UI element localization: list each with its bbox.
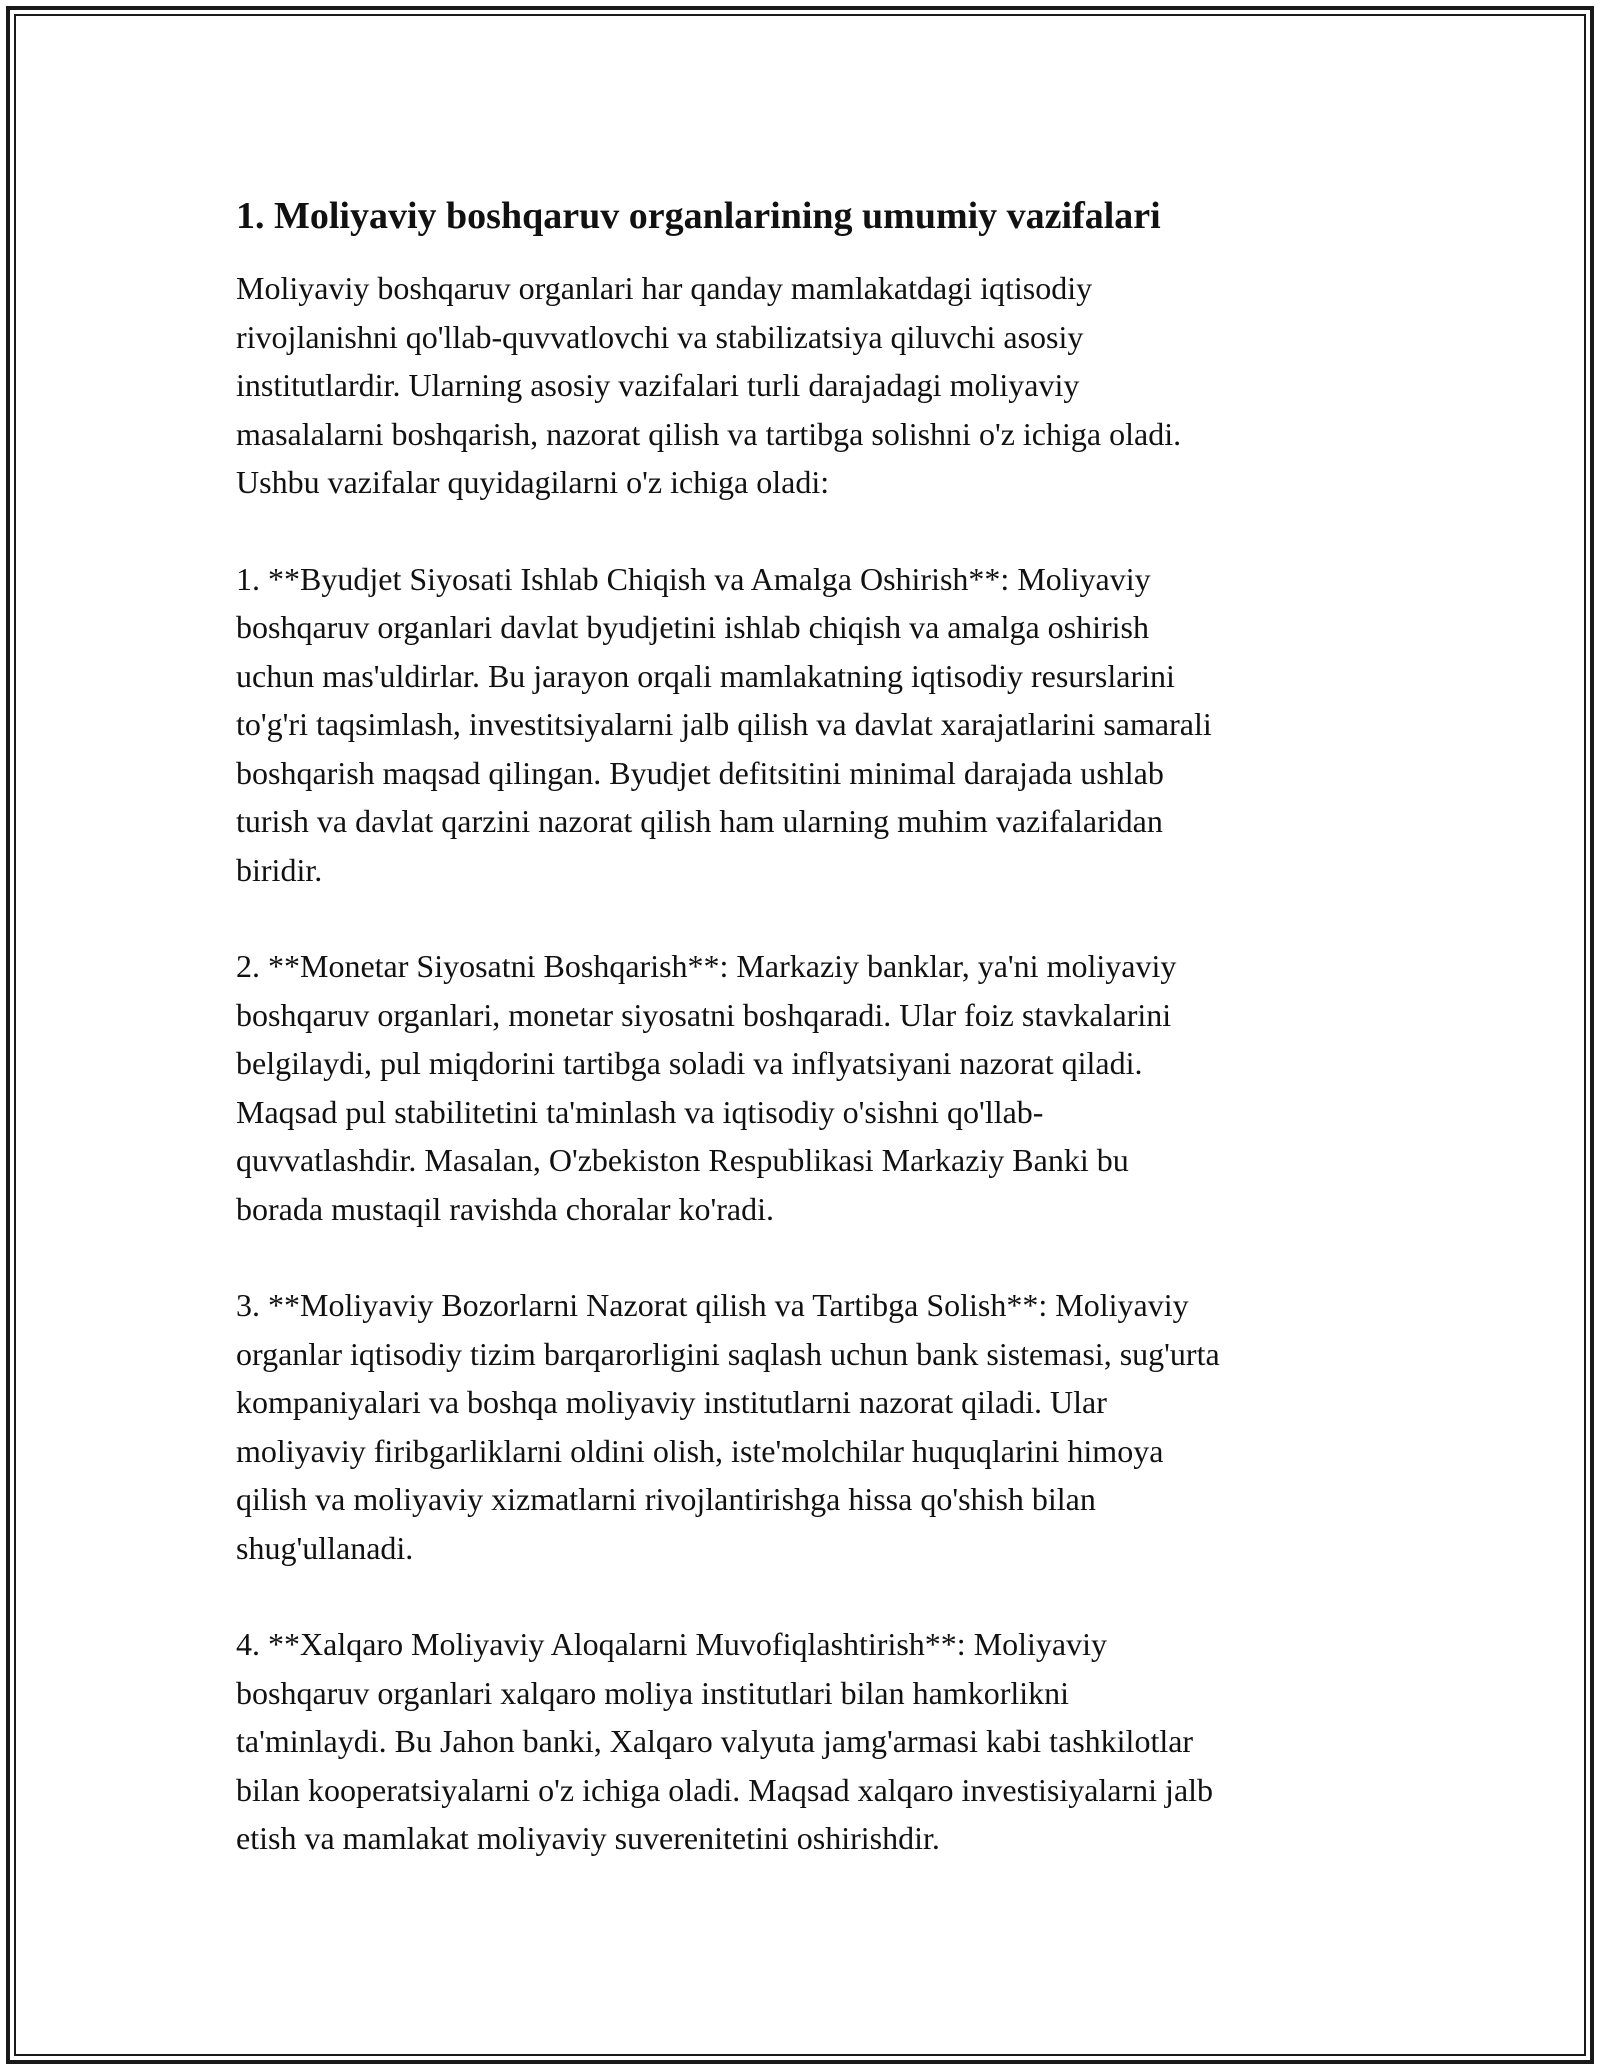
intro-paragraph: Moliyaviy boshqaruv organlari har qanday mamlakatdagi iqtisodiy rivojlanishni qo'llab-quvvatlovchi va stabilizatsiya qiluvchi asosiy institutlardir. Ularning asosiy vazifalari turli darajadagi moliyaviy masalalarni boshqarish, nazorat qilish va tartibga solishni o'z ichiga oladi. Ushbu vazifalar quyidagilarni o'z ichiga oladi: — [236, 270, 1182, 500]
list-item-financial-markets: 3. **Moliyaviy Bozorlarni Nazorat qilish va Tartibga Solish**: Moliyaviy organlar iqtisodiy tizim barqarorligini saqlash uchun bank sistemasi, sug'urta kompaniyalari va boshqa moliyaviy institutlarni nazorat qiladi. Ular moliyaviy firibgarliklarni oldini olish, iste'molchilar huquqlarini himoya qilish va moliyaviy xizmatlarni rivojlantirishga hissa qo'shish bilan shug'ullanadi. — [236, 1287, 1220, 1566]
list-item-budget-policy: 1. **Byudjet Siyosati Ishlab Chiqish va Amalga Oshirish**: Moliyaviy boshqaruv organlari davlat byudjetini ishlab chiqish va amalga oshirish uchun mas'uldirlar. Bu jarayon orqali mamlakatning iqtisodiy resurslarini to'g'ri taqsimlash, investitsiyalarni jalb qilish va davlat xarajatlarini samarali boshqarish maqsad qilingan. Byudjet defitsitini minimal darajada ushlab turish va davlat qarzini nazorat qilish ham ularning muhim vazifalaridan biridir. — [236, 560, 1212, 888]
document-body — [236, 188, 1366, 1911]
list-item-international-relations: 4. **Xalqaro Moliyaviy Aloqalarni Muvofiqlashtirish**: Moliyaviy boshqaruv organlari xalqaro moliya institutlari bilan hamkorlikni ta'minlaydi. Bu Jahon banki, Xalqaro valyuta jamg'armasi kabi tashkilotlar bilan kooperatsiyalarni o'z ichiga oladi. Maqsad xalqaro investisiyalarni jalb etish va mamlakat moliyaviy suverenitetini oshirishdir. — [236, 1626, 1214, 1856]
list-item-monetary-policy: 2. **Monetar Siyosatni Boshqarish**: Markaziy banklar, ya'ni moliyaviy boshqaruv organlari, monetar siyosatni boshqaradi. Ular foiz stavkalarini belgilaydi, pul miqdorini tartibga soladi va inflyatsiyani nazorat qiladi. Maqsad pul stabilitetini ta'minlash va iqtisodiy o'sishni qo'llab- quvvatlashdir. Masalan, O'zbekiston Respublikasi Markaziy Banki bu borada mustaqil ravishda choralar ko'radi. — [236, 948, 1177, 1227]
section-heading: 1. Moliyaviy boshqaruv organlarining umumiy vazifalari — [236, 195, 1161, 237]
